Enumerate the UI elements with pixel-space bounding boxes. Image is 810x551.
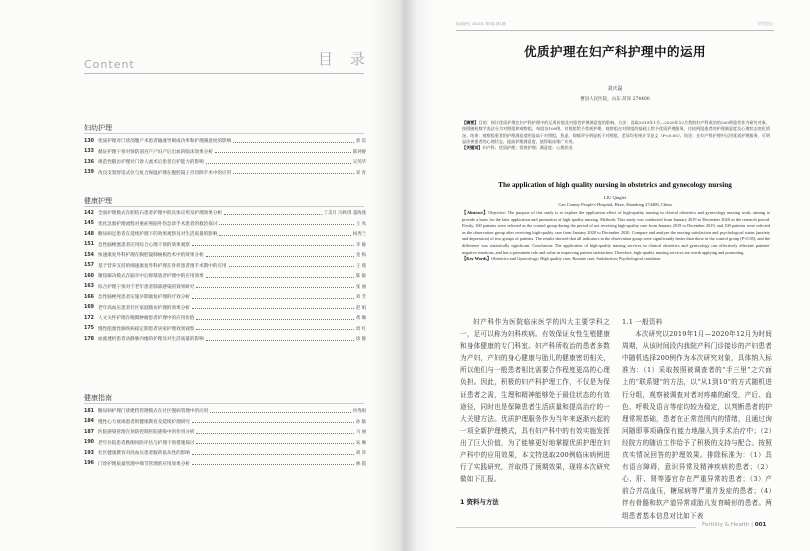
toc-entry[interactable] [84,334,366,345]
toc-leader-dots [196,431,353,434]
toc-leader-dots [192,243,354,246]
toc-entry-title: 快速康复外科护理在胸腔镜肺癌根治术中的效果分析 [98,253,204,259]
toc-entry-title: 急性脑梗死患者实施早期康复护理的疗效分析 [98,295,190,301]
toc-entry-author: 张 丽 [355,284,366,290]
toc-entry-title: 循证护理干预对预防剖宫产产妇产后出血的临床效果分析 [98,149,213,155]
toc-heading: 目 录 [318,50,371,68]
keywords-en-text: Obstetrics and Gynecology; High quality care; Routine care; Satisfaction; Psychological condition [491,256,661,262]
toc-section-rule [84,133,364,134]
abstract-en-label: 【Abstract】 [462,210,489,215]
page-footer: Fertility & Health | 001 [702,522,767,528]
toc-entry[interactable] [84,229,366,240]
toc-leader-dots [229,264,354,267]
toc-entry[interactable] [84,406,366,417]
toc-entry-author: 李 静 [355,242,366,248]
toc-entry-author: 林 霞 [355,461,366,467]
toc-entry-author: 吴英华 [352,160,366,166]
subsection-heading: 1.1 一般资料 [622,318,663,326]
toc-entry-title: 血液透析患者动静脉内瘘的护理及对生活质量的影响 [98,337,204,343]
toc-entry-title: 老年高血压患者社区家庭随访护理的效果分析 [98,305,190,311]
toc-entry-author: 周 红 [355,326,366,332]
keywords-en-label: 【Key Words】 [462,256,492,262]
toc-entry-author: 邓 青 [355,170,366,176]
toc-section-rule [84,403,364,404]
toc-leader-dots [196,285,353,288]
toc-leader-dots [206,338,354,341]
abstract-english [462,210,770,263]
toc-page-number: 187 [84,429,95,435]
toc-section-health [84,208,366,345]
toc-entry-title: 聚焦解决模式在脑卒中后抑郁患者护理中的应用效果 [98,274,204,280]
toc-section-title-health: 健康护理 [84,197,112,205]
toc-leader-dots [206,254,354,257]
article-title: 优质护理在妇产科护理中的运用 [523,44,706,59]
toc-page-number: 175 [84,326,95,332]
toc-leader-dots [192,296,354,299]
toc-entry[interactable] [84,250,366,261]
toc-leader-dots [206,161,351,164]
toc-entry[interactable] [84,240,366,251]
toc-entry-title: 规范性随访护理对门诊人流术后患者自护能力的影响 [98,160,204,166]
toc-page-number: 136 [84,159,95,165]
toc-entry-title: 慢性心力衰竭患者的健康教育及延续护理研究 [98,419,190,425]
toc-section-guide [84,406,366,469]
toc-entry-author: 杨秀兰 [352,232,366,238]
toc-entry-author: 孙 敏 [355,419,366,425]
toc-entry[interactable] [84,136,366,147]
toc-entry[interactable] [84,313,366,324]
toc-entry-author: 金 梅 [355,253,366,259]
page-number: 001 [754,522,767,528]
journal-name: Fertility & Health [702,522,750,528]
toc-page-number: 148 [84,231,95,237]
toc-entry[interactable] [84,219,366,230]
toc-entry[interactable] [84,261,366,272]
toc-page-number: 157 [84,263,95,269]
keywords-text: 妇产科；优质护理；常规护理；满意度；心理状况 [482,145,573,151]
toc-section-title-maternal: 妇幼护理 [84,124,112,132]
toc-page-number: 139 [84,170,95,176]
toc-entry[interactable] [84,427,366,438]
toc-leader-dots [196,317,353,320]
english-affiliation: Cao County People's Hospital, Heze, Shandong 274400, China [558,202,672,207]
toc-entry-author: 陈钟静 [352,149,366,155]
abstract-label: 【摘要】 [462,120,479,125]
toc-page-number: 184 [84,419,95,425]
toc-leader-dots [192,452,354,455]
toc-page-number: 166 [84,294,95,300]
english-author: LIU Qinglei [603,195,627,200]
toc-entry-author: 朱 琳 [355,440,366,446]
toc-entry-author: 刘 芳 [355,295,366,301]
toc-entry-title: 老年住院患者跌倒风险评估与护理干预措施探讨 [98,440,195,446]
toc-leader-dots [233,171,354,174]
toc-entry-title: 门诊护理质量管理中细节管理的应用效果分析 [98,461,190,467]
toc-entry-title: 急性脑梗塞患者应用综合心理干预的效果观察 [98,242,190,248]
toc-section-rule [84,206,364,207]
toc-entry-title: 改良支架舒适式位与复合保温护理在腹腔镜子宫切除手术中的应用 [98,170,232,176]
toc-entry-title: 综合护理干预对于老年患者肺部感染的效果研究 [98,284,195,290]
toc-entry-title: 基于营养支持的细速康复外科护理在骨折患者围手术期中的应用 [98,263,227,269]
toc-entry[interactable] [84,271,366,282]
toc-entry-author: 黄 琳 [355,316,366,322]
toc-entry-author: 马 丽 [355,430,366,436]
toc-page-number: 130 [84,138,95,144]
toc-page-number: 163 [84,284,95,290]
toc-entry-title: 社区健康教育对高血压患者服药依从性的影响 [98,451,190,457]
general-data-paragraph: 本次研究以2019年1月—2020年12月为时间周期，从该时间段内我院产科门诊接诊的产妇患者中随机选择200例作为本次研究对象，具体纳入标准为：（1）采取按照被调查者的“手三里”之穴面上的“联系键”的方法，以“从1到10”的方式随机进行分组，观察被调查对者对疼痛的耐受，产后、血色、呼吸及语言等症均较为稳定，以判断患者的护理常规基础，患者在正常范围内的情绪，且通过询问随即事项确保有能力地融入到手术治疗中；（2）经院方的随访工作给予了积极的支持与配合。按照真实情况回答的护理效果。排除标准为：（1）具有语言障碍，意识异常及精神疾病的患者；（2）心、肝、肾等器官存在严重异常的患者；（3）产前合并高血压，糖尿病等严重并发症的患者；（4）伴有骨骼和软产道异常或胎儿发育畸形的患者。两组患者基本信息对比如下表 [622,330,772,520]
toc-leader-dots [219,233,350,236]
toc-entry[interactable] [84,303,366,314]
toc-entry[interactable] [84,168,366,179]
toc-leader-dots [224,212,322,215]
toc-page-number: 190 [84,440,95,446]
toc-entry[interactable] [84,292,366,303]
toc-entry-title: 优化急救护理流程对重症颅脑外伤急诊手术患者的救治探讨 [98,221,218,227]
keywords-label: 【关键词】 [462,145,483,151]
toc-entry[interactable] [84,448,366,459]
toc-page-number: 133 [84,149,95,155]
intro-paragraph: 妇产科作为医院临床医学的四大主要学科之一，足可以称为妇科疾病。有效保证女性生殖健康和身体健康的专门科室。妇产科所收治的患者多数为产妇，产妇的身心健康与胎儿的健康密切相关，所以他们与一般患者相比需要合作程度更高的心理负担。因此，积极的妇产科护理工作，不仅是为保证患者之需，生理和精神能够处于最佳状态的有效途径，同时也是保障患者生活质量和提高治疗的一大关键方法。优质护理服务作为当年来逐渐兴起的一项全新护理模式，具有妇产科中的有效实施发挥出了巨大价值，为了能够更好地掌握优质护理在妇产科中的应用效果，本文特选取200例临床病例进行了实践研究，并取得了预期效果，现将本次研究做如下汇报。 [460,318,610,484]
toc-page-number: 181 [84,408,95,414]
toc-entry-title: 优质护理对门诊剖腹产术患者输液导刺成功率和护理满意度的影响 [98,139,232,145]
toc-leader-dots [210,410,351,413]
english-title: The application of high quality nursing in obstetrics and gynecology nursing [498,181,732,189]
toc-entry-author: 王 凤 [355,221,366,227]
toc-entry[interactable] [84,208,366,219]
body-column-right [622,316,772,522]
toc-page-number: 169 [84,305,95,311]
abstract-en-text: Objective: The purpose of this study is to explore the application effect of high-quality nursing in clinical obstetrics and gynecology nursing work, aiming to provide a basis for the later application and promotion of high-quality nursing. Methods: This study was conducted from January 2019 to December 2020 as the research period. Firstly, 100 patients were selected as the control group during the period of not receiving high-quality care from January 2019 to December 2019, and 100 patients were selected as the observation group after receiving high-quality care from January 2020 to December 2020. Compare and analyze the nursing satisfaction and psychological status (anxiety and depression) of two groups of patients. The results showed that all indicators in the observation group were significantly better than those in the control group (P<0.05), and the difference was statistically significant. Conclusion: The application of high-quality nursing services in clinical obstetrics and gynecology can effectively alleviate patients' negative emotions, and has a prominent role and value in improving patient satisfaction. Therefore, high-quality nursing services are worth applying and promoting. [462,210,770,255]
toc-leader-dots [215,150,351,153]
toc-entry[interactable] [84,417,366,428]
running-header-tag: 学科论坛 [757,21,773,26]
content-label: Content [84,58,135,71]
body-column-left [460,316,610,485]
toc-page-number: 196 [84,461,95,467]
toc-entry-title: 人文关怀护理在晚期肿瘤患者护理中的应用价值 [98,316,195,322]
toc-entry-title: 糖尿病护理门诊建档管理模式在社区慢病管理中的应用 [98,409,209,415]
toc-section-maternal [84,136,366,178]
toc-page-number: 160 [84,273,95,279]
article-author: 刘庆磊 [607,86,623,92]
abstract-text: 目的：探讨优质护理在妇产科护理中的运用价值及对患者护理满意度的影响。方法：选取2019年1月—2020年12月我院妇产科收治的200例患者作为研究对象，按照随机数字表法分为对照组和观察组，每组各100例。对照组给予常规护理，观察组在对照组的基础上给予优质护理服务。比较两组患者的护理满意度及心理状态变化情况。结果：观察组患者的护理满意度明显高于对照组，焦虑、抑郁评分明显低于对照组，差异均有统计学意义（P<0.05）。结论：在妇产科护理中运用优质护理服务，可明显改善患者的心理状态，提高护理满意度，值得临床推广应用。 [462,120,770,145]
toc-entry-author: 徐 静 [355,337,366,343]
toc-entry-author: 郭 雷 [355,139,366,145]
toc-entry[interactable] [84,157,366,168]
toc-leader-dots [192,306,354,309]
toc-entry-author: 陈 敏 [355,274,366,280]
toc-leader-dots [206,275,354,278]
header-rule [456,30,774,31]
article-affiliation: 曹县人民医院，山东 菏泽 274400 [580,97,650,102]
toc-leader-dots [196,327,353,330]
toc-leader-dots [233,140,354,143]
toc-entry-author: 赵 娟 [355,305,366,311]
toc-leader-dots [219,222,353,225]
toc-leader-dots [192,462,354,465]
toc-entry[interactable] [84,282,366,293]
toc-leader-dots [196,441,353,444]
toc-section-title-guide: 健康指南 [84,394,112,402]
book-spine-shadow [372,0,432,551]
running-header: 临床研究 2024年 第3卷 第1期 [456,22,506,26]
toc-page-number: 193 [84,450,95,456]
toc-entry-title: 全面护理模式在胆结石患者护理中的具体应用及护理效果分析 [98,211,223,217]
toc-entry[interactable] [84,324,366,335]
toc-entry-title: 糖尿病足患者在延续护理下的效果观察及对生活质量的影响 [98,232,218,238]
toc-entry[interactable] [84,147,366,158]
toc-entry-title: 慢性阻塞性肺疾病稳定期患者居家护理效果观察 [98,326,195,332]
toc-page-number: 154 [84,252,95,258]
toc-page-number: 178 [84,336,95,342]
abstract-chinese [462,120,770,152]
toc-page-number: 145 [84,221,95,227]
toc-page-number: 151 [84,242,95,248]
footer-rule [456,527,696,528]
toc-top-rule [84,73,364,74]
toc-entry-title: 医院感染管理在预防控制医院感染中的作用分析 [98,430,195,436]
toc-leader-dots [192,420,354,423]
toc-page-number: 172 [84,315,95,321]
toc-entry-author: 王 燕 [355,263,366,269]
toc-entry[interactable] [84,438,366,449]
toc-page-number: 142 [84,210,95,216]
toc-entry-author: 胡 萍 [355,451,366,457]
toc-entry-author: 丁美月 冯秋琪 董海燕 [323,211,366,217]
toc-entry-author: 何秀娟 [352,409,366,415]
section-heading: 1 资料与方法 [460,498,499,506]
toc-entry[interactable] [84,459,366,470]
